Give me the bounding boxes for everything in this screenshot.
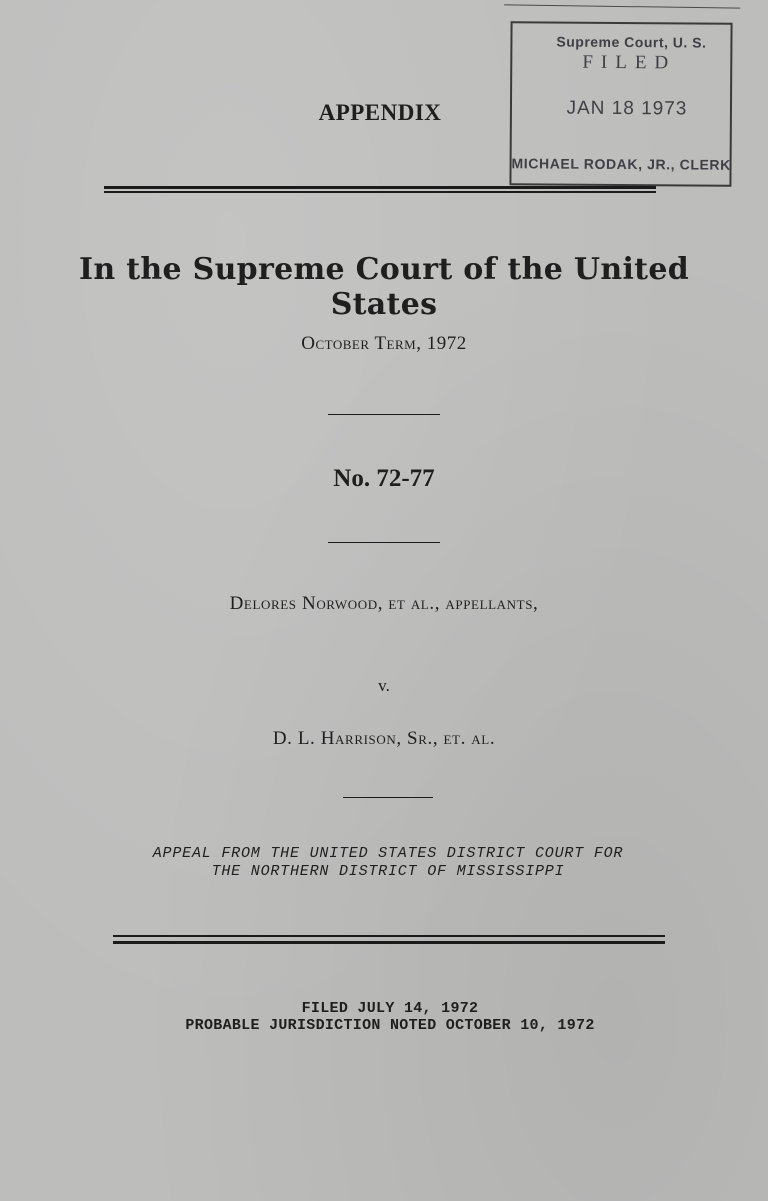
divider-rule bbox=[343, 797, 433, 798]
versus-label: v. bbox=[378, 676, 390, 695]
filing-info bbox=[120, 1000, 660, 1034]
appeal-line-1: APPEAL FROM THE UNITED STATES DISTRICT COURT FOR bbox=[152, 845, 624, 862]
appendix-heading: APPENDIX bbox=[318, 100, 442, 125]
bottom-double-rule bbox=[113, 935, 665, 944]
jurisdiction-noted: PROBABLE JURISDICTION NOTED OCTOBER 10, 1972 bbox=[185, 1017, 595, 1034]
appeal-statement bbox=[96, 845, 680, 881]
appellants-name: Delores Norwood, et al., appellants, bbox=[229, 593, 539, 614]
stamp-clerk-name: MICHAEL RODAK, JR., CLERK bbox=[511, 155, 731, 173]
docket-number: No. 72-77 bbox=[333, 465, 435, 492]
appellees-name: D. L. Harrison, Sr., et. al. bbox=[272, 728, 496, 749]
stamp-date: JAN 18 1973 bbox=[566, 97, 688, 120]
filed-date: FILED JULY 14, 1972 bbox=[301, 1000, 479, 1017]
appeal-line-2: THE NORTHERN DISTRICT OF MISSISSIPPI bbox=[211, 863, 565, 880]
top-double-rule bbox=[104, 186, 656, 193]
stamp-filed-label: FILED bbox=[582, 51, 677, 74]
divider-rule bbox=[328, 414, 440, 415]
court-term: October Term, 1972 bbox=[301, 333, 467, 354]
stamp-court-name: Supreme Court, U. S. bbox=[556, 33, 707, 51]
clerk-filed-stamp bbox=[509, 21, 732, 187]
court-title: In the Supreme Court of the United States bbox=[79, 252, 689, 322]
divider-rule bbox=[328, 542, 440, 543]
